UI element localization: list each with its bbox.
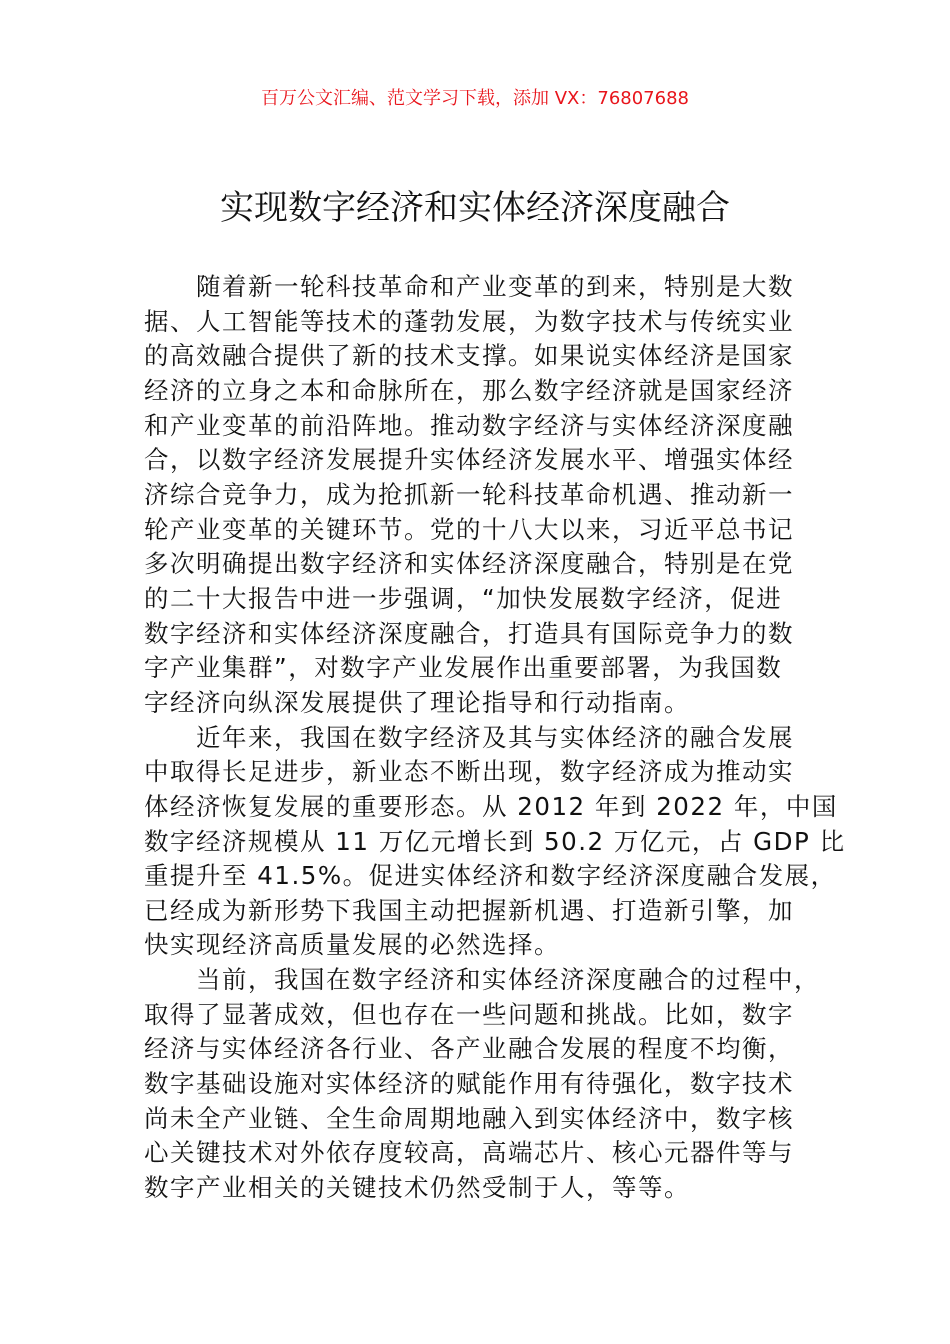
paragraph-line: 重提升至 41.5%。促进实体经济和数字经济深度融合发展， — [144, 861, 837, 891]
paragraph-line: 轮产业变革的关键环节。党的十八大以来，习近平总书记 — [144, 514, 794, 544]
paragraph-1 — [144, 270, 834, 721]
paragraph-line: 快实现经济高质量发展的必然选择。 — [144, 930, 560, 960]
paragraph-line: 数字经济规模从 11 万亿元增长到 50.2 万亿元，占 GDP 比 — [144, 826, 846, 856]
paragraph-line: 取得了显著成效，但也存在一些问题和挑战。比如，数字 — [144, 999, 794, 1029]
paragraph-line: 济综合竞争力，成为抢抓新一轮科技革命机遇、推动新一 — [144, 479, 794, 509]
paragraph-line: 中取得长足进步，新业态不断出现，数字经济成为推动实 — [144, 757, 794, 787]
paragraph-line: 近年来，我国在数字经济及其与实体经济的融合发展 — [196, 722, 794, 752]
paragraph-line: 心关键技术对外依存度较高，高端芯片、核心元器件等与 — [144, 1138, 794, 1168]
paragraph-line: 字产业集群”，对数字产业发展作出重要部署，为我国数 — [144, 653, 783, 683]
paragraph-2 — [144, 721, 846, 964]
paragraph-line: 经济与实体经济各行业、各产业融合发展的程度不均衡， — [144, 1034, 794, 1064]
paragraph-line: 多次明确提出数字经济和实体经济深度融合，特别是在党 — [144, 549, 794, 579]
paragraph-line: 已经成为新形势下我国主动把握新机遇、打造新引擎，加 — [144, 895, 794, 925]
paragraph-line: 数字产业相关的关键技术仍然受制于人，等等。 — [144, 1173, 690, 1203]
paragraph-line: 数字基础设施对实体经济的赋能作用有待强化，数字技术 — [144, 1069, 794, 1099]
paragraph-line: 据、人工智能等技术的蓬勃发展，为数字技术与传统实业 — [144, 306, 794, 336]
document-body — [144, 270, 846, 1206]
paragraph-line: 尚未全产业链、全生命周期地融入到实体经济中，数字核 — [144, 1103, 794, 1133]
paragraph-line: 数字经济和实体经济深度融合，打造具有国际竞争力的数 — [144, 618, 794, 648]
header-notice: 百万公文汇编、范文学习下载，添加 VX：76807688 — [261, 88, 689, 109]
paragraph-3 — [144, 963, 834, 1206]
paragraph-line: 经济的立身之本和命脉所在，那么数字经济就是国家经济 — [144, 375, 794, 405]
paragraph-line: 的二十大报告中进一步强调，“加快发展数字经济，促进 — [144, 583, 783, 613]
paragraph-line: 随着新一轮科技革命和产业变革的到来，特别是大数 — [196, 272, 794, 301]
paragraph-line: 当前，我国在数字经济和实体经济深度融合的过程中， — [196, 965, 820, 995]
paragraph-line: 体经济恢复发展的重要形态。从 2012 年到 2022 年，中国 — [144, 791, 838, 821]
page-title: 实现数字经济和实体经济深度融合 — [220, 188, 730, 228]
paragraph-line: 的高效融合提供了新的技术支撑。如果说实体经济是国家 — [144, 341, 794, 371]
paragraph-line: 字经济向纵深发展提供了理论指导和行动指南。 — [144, 687, 690, 717]
paragraph-line: 和产业变革的前沿阵地。推动数字经济与实体经济深度融 — [144, 410, 794, 440]
paragraph-line: 合，以数字经济发展提升实体经济发展水平、增强实体经 — [144, 445, 794, 475]
